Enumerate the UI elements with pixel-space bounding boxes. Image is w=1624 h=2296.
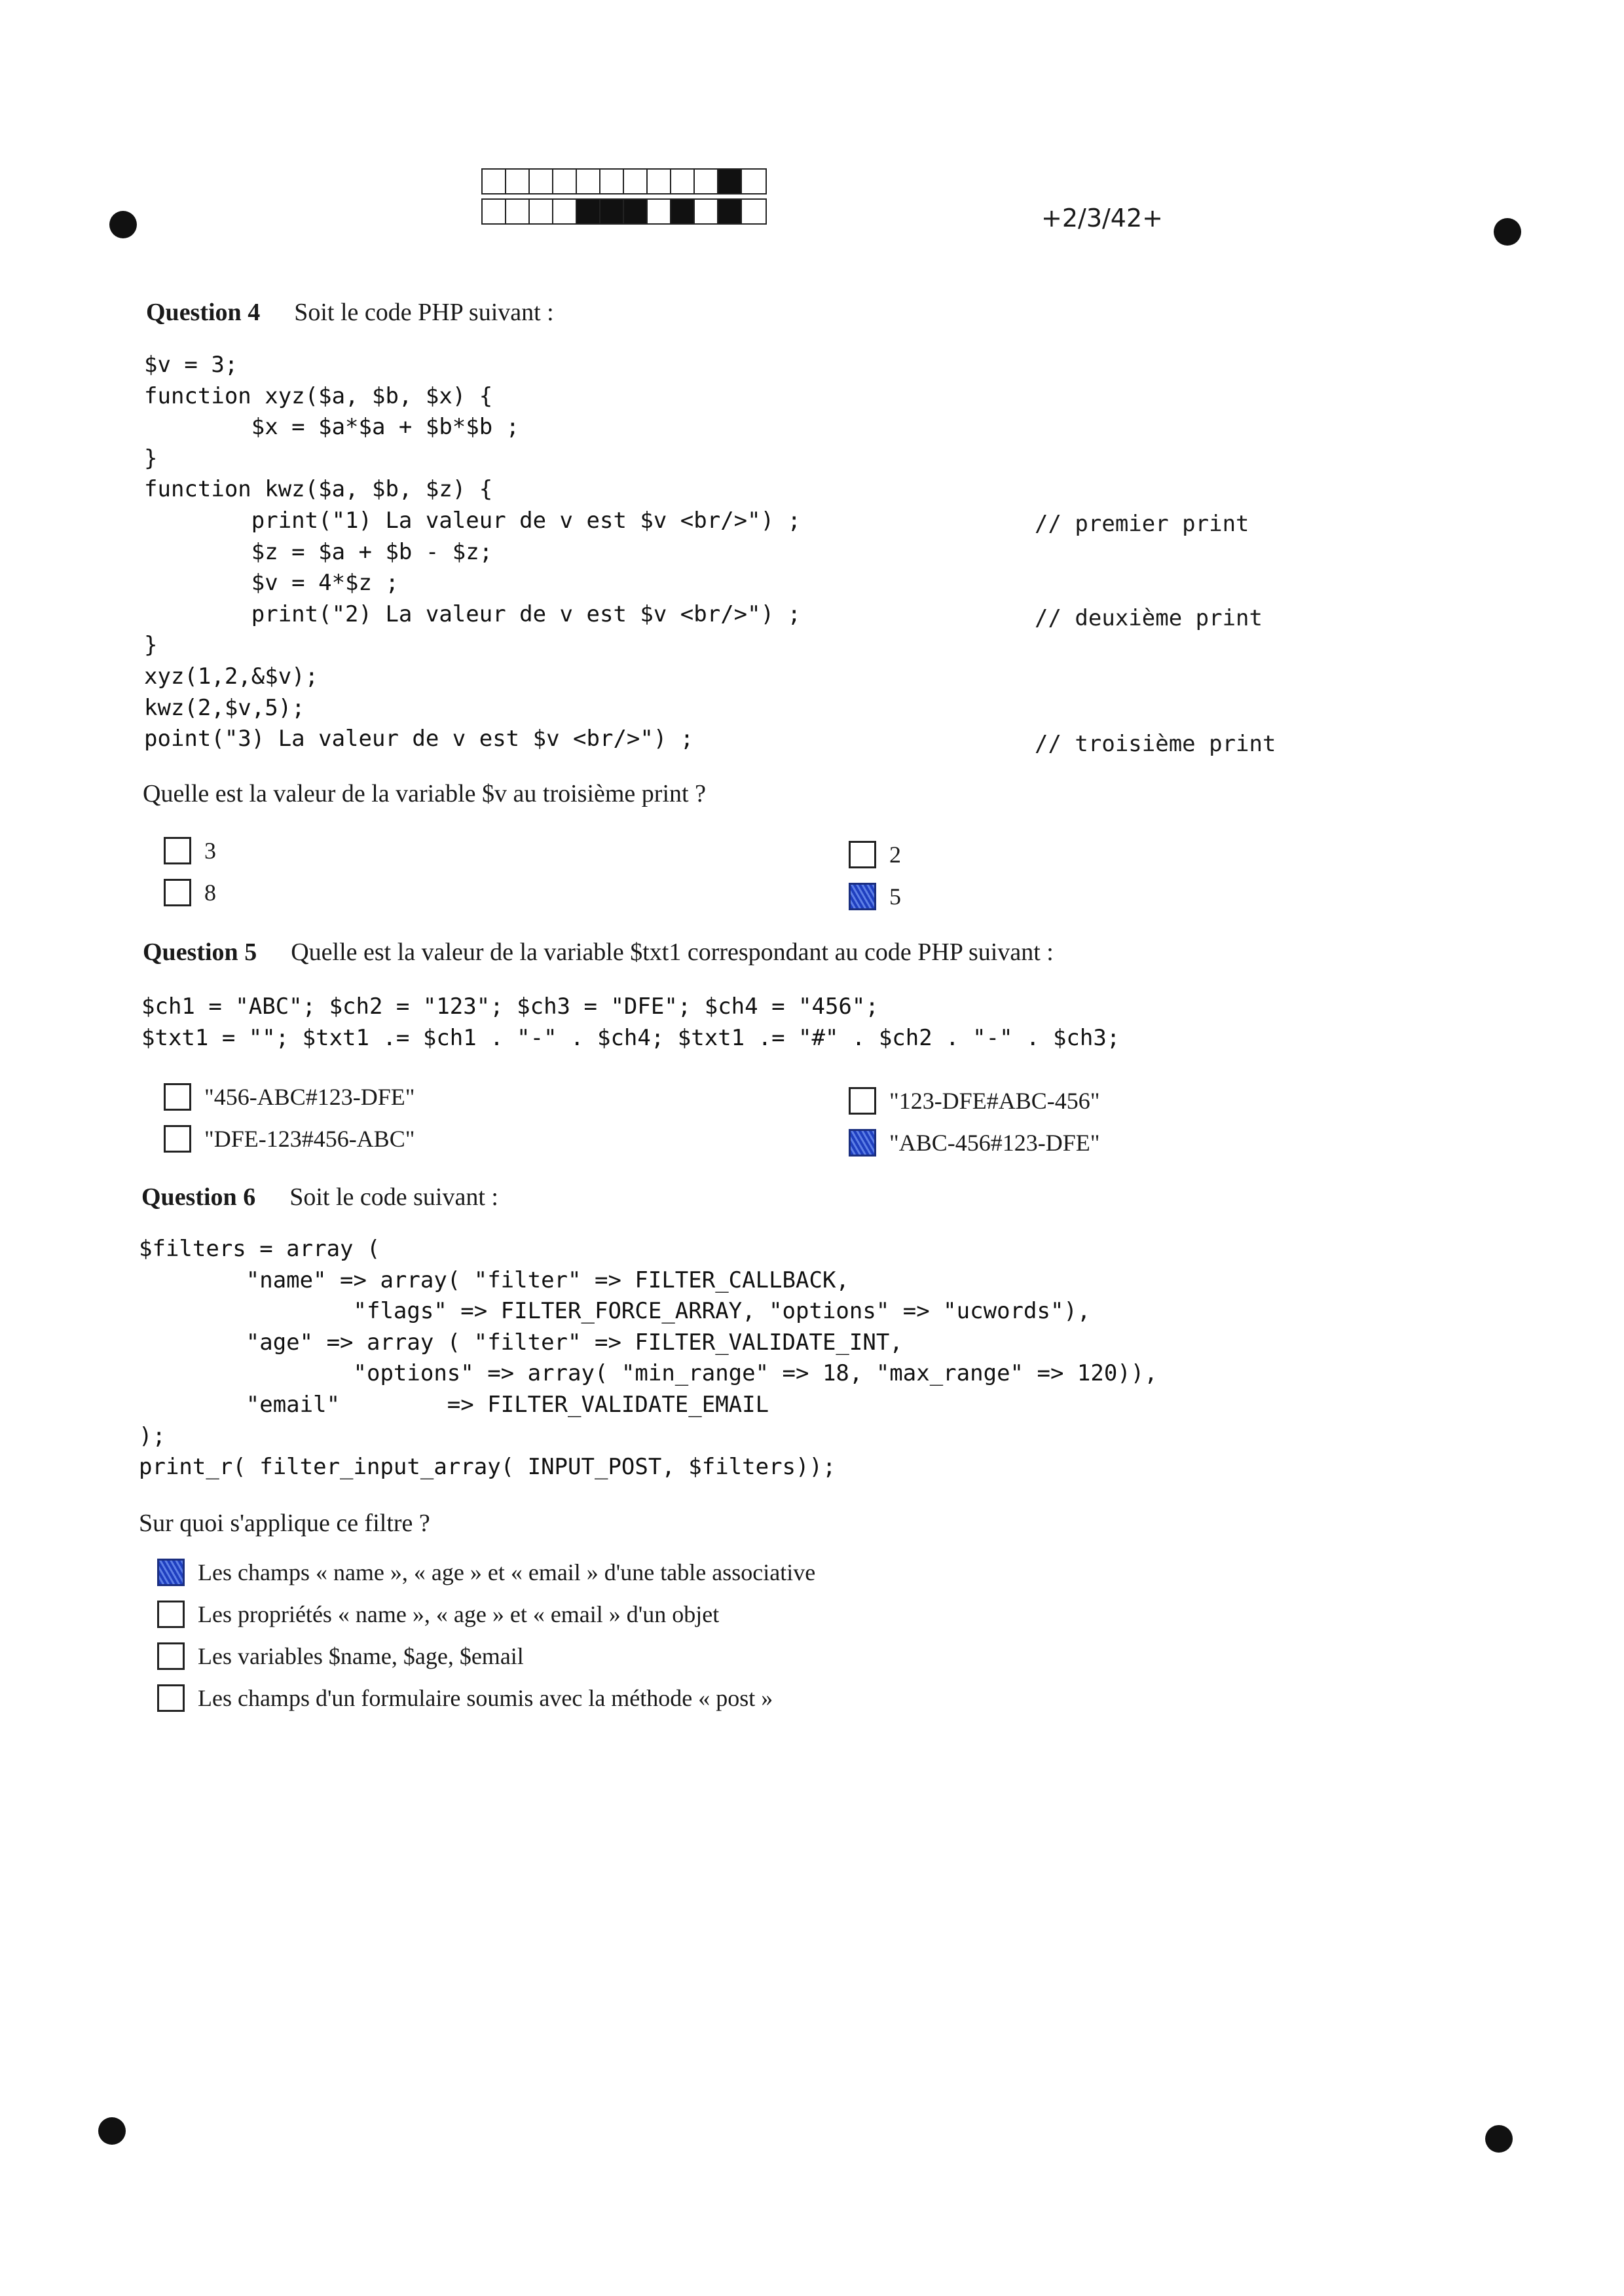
- code-line: $txt1 = ""; $txt1 .= $ch1 . "-" . $ch4; $txt1 .= "#" . $ch2 . "-" . $ch3;: [141, 1024, 1120, 1051]
- question-5-header: [143, 938, 1054, 967]
- page-id: +2/3/42+: [1041, 204, 1163, 232]
- id-grid-cell: [600, 170, 624, 193]
- code-line: $x = $a*$a + $b*$b ;: [144, 414, 520, 441]
- q4-option-4[interactable]: [849, 883, 901, 910]
- question-4-prompt: Soit le code PHP suivant :: [294, 299, 554, 326]
- registration-mark-bottom-right: [1485, 2125, 1513, 2153]
- option-label: Les champs « name », « age » et « email » d'une table associative: [198, 1559, 816, 1585]
- q4-option-1[interactable]: [164, 837, 216, 864]
- id-grid-cell: [624, 170, 648, 193]
- checkbox[interactable]: [157, 1601, 185, 1628]
- id-grid-cell: [695, 170, 718, 193]
- question-5-code: [141, 991, 1120, 1054]
- id-grid-cell: [648, 170, 671, 193]
- question-4-code: [144, 350, 801, 755]
- code-line: $v = 3;: [144, 352, 238, 378]
- id-grid-cell: [577, 200, 600, 223]
- code-line: "email" => FILTER_VALIDATE_EMAIL: [139, 1391, 769, 1418]
- registration-mark-bottom-left: [98, 2117, 126, 2145]
- code-line: $ch1 = "ABC"; $ch2 = "123"; $ch3 = "DFE"; $ch4 = "456";: [141, 993, 879, 1020]
- option-label: "123-DFE#ABC-456": [889, 1088, 1100, 1114]
- code-line: xyz(1,2,&$v);: [144, 663, 319, 690]
- id-grid-cell: [506, 200, 530, 223]
- id-grid-row-2: [481, 198, 767, 225]
- checkbox[interactable]: [849, 883, 876, 910]
- comment-deuxieme-print: // deuxième print: [1035, 605, 1263, 631]
- question-4-label: Question 4: [146, 299, 261, 326]
- id-grid-cell: [718, 200, 742, 223]
- id-grid-cell: [577, 170, 600, 193]
- registration-mark-top-left: [109, 211, 137, 238]
- checkbox[interactable]: [164, 1125, 191, 1153]
- option-label: "ABC-456#123-DFE": [889, 1130, 1100, 1156]
- q5-option-4[interactable]: [849, 1129, 1099, 1157]
- code-line: print("2) La valeur de v est $v <br/>") ;: [144, 601, 802, 627]
- q6-option-2[interactable]: [157, 1601, 719, 1628]
- option-label: Les champs d'un formulaire soumis avec la méthode « post »: [198, 1685, 773, 1711]
- code-line: );: [139, 1422, 166, 1449]
- question-6-header: [141, 1183, 498, 1212]
- q6-option-4[interactable]: [157, 1684, 773, 1712]
- id-grid-cell: [553, 200, 577, 223]
- code-line: $v = 4*$z ;: [144, 570, 399, 597]
- checkbox[interactable]: [164, 837, 191, 864]
- question-6-prompt: Soit le code suivant :: [289, 1183, 498, 1211]
- code-line: function xyz($a, $b, $x) {: [144, 382, 493, 409]
- id-grid-cell: [530, 170, 553, 193]
- code-line: print_r( filter_input_array( INPUT_POST, $filters));: [139, 1454, 836, 1481]
- checkbox[interactable]: [157, 1684, 185, 1712]
- code-line: "name" => array( "filter" => FILTER_CALLBACK,: [139, 1267, 849, 1293]
- checkbox[interactable]: [164, 1083, 191, 1111]
- question-6-label: Question 6: [141, 1183, 256, 1211]
- id-grid-cell: [695, 200, 718, 223]
- question-6-code: [139, 1234, 1158, 1483]
- q5-option-1[interactable]: [164, 1083, 415, 1111]
- code-line: $z = $a + $b - $z;: [144, 538, 493, 565]
- q6-option-3[interactable]: [157, 1642, 524, 1670]
- option-label: 3: [204, 838, 216, 864]
- comment-premier-print: // premier print: [1035, 511, 1249, 537]
- id-grid-cell: [671, 170, 695, 193]
- comment-troisieme-print: // troisième print: [1035, 731, 1276, 757]
- q6-option-1[interactable]: [157, 1559, 815, 1586]
- option-label: Les variables $name, $age, $email: [198, 1643, 524, 1669]
- registration-mark-top-right: [1494, 218, 1521, 246]
- code-line: }: [144, 632, 158, 659]
- code-line: "age" => array ( "filter" => FILTER_VALIDATE_INT,: [139, 1329, 903, 1356]
- option-label: "DFE-123#456-ABC": [204, 1126, 415, 1152]
- question-4-header: [146, 298, 554, 327]
- question-5-prompt: Quelle est la valeur de la variable $txt1 correspondant au code PHP suivant :: [291, 938, 1054, 966]
- code-line: }: [144, 445, 158, 472]
- q5-option-3[interactable]: [164, 1125, 415, 1153]
- id-grid-row-1: [481, 168, 767, 194]
- id-grid-cell: [671, 200, 695, 223]
- checkbox[interactable]: [164, 879, 191, 906]
- option-label: 2: [889, 842, 901, 868]
- question-5-label: Question 5: [143, 938, 257, 966]
- id-grid-cell: [530, 200, 553, 223]
- id-grid-cell: [624, 200, 648, 223]
- option-label: 8: [204, 880, 216, 906]
- q4-option-2[interactable]: [849, 841, 901, 868]
- id-grid-cell: [718, 170, 742, 193]
- option-label: Les propriétés « name », « age » et « email » d'un objet: [198, 1601, 720, 1627]
- question-6-question: Sur quoi s'applique ce filtre ?: [139, 1509, 430, 1537]
- code-line: $filters = array (: [139, 1236, 380, 1262]
- option-label: 5: [889, 883, 901, 910]
- id-grid-cell: [506, 170, 530, 193]
- code-line: point("3) La valeur de v est $v <br/>") ;: [144, 726, 694, 752]
- code-line: kwz(2,$v,5);: [144, 694, 305, 721]
- checkbox[interactable]: [849, 1087, 876, 1115]
- id-grid-cell: [483, 170, 506, 193]
- id-grid-cell: [600, 200, 624, 223]
- checkbox[interactable]: [849, 841, 876, 868]
- id-grid-cell: [648, 200, 671, 223]
- id-grid-cell: [553, 170, 577, 193]
- code-line: "flags" => FILTER_FORCE_ARRAY, "options" => "ucwords"),: [139, 1298, 1091, 1325]
- q5-option-2[interactable]: [849, 1087, 1099, 1115]
- code-line: "options" => array( "min_range" => 18, "max_range" => 120)),: [139, 1360, 1158, 1387]
- option-label: "456-ABC#123-DFE": [204, 1084, 415, 1110]
- checkbox[interactable]: [157, 1642, 185, 1670]
- question-4-question: Quelle est la valeur de la variable $v au troisième print ?: [143, 780, 706, 807]
- id-grid-cell: [742, 170, 766, 193]
- q4-option-3[interactable]: [164, 879, 216, 906]
- id-grid-cell: [483, 200, 506, 223]
- id-grid-cell: [742, 200, 766, 223]
- checkbox[interactable]: [157, 1559, 185, 1586]
- code-line: print("1) La valeur de v est $v <br/>") ;: [144, 507, 802, 534]
- code-line: function kwz($a, $b, $z) {: [144, 476, 493, 503]
- checkbox[interactable]: [849, 1129, 876, 1157]
